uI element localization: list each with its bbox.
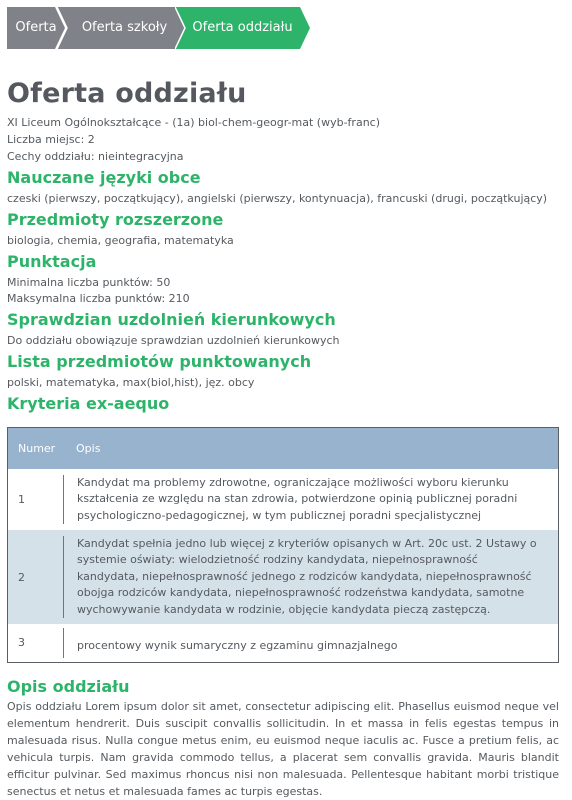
row-description (63, 469, 559, 530)
row-number: 1 (18, 493, 25, 506)
criteria-table (7, 427, 559, 663)
table-row (8, 530, 559, 624)
scored-subjects-heading: Lista przedmiotów punktowanych (7, 352, 312, 371)
row-description (63, 624, 559, 662)
row-description-text: Kandydat ma problemy zdrowotne, ograniczające możliwości wyboru kierunku kształcenia ze względu na stan zdrowia, potwierdzone opinią publicznej poradni psychologiczno-pedagogicznej, w tym publicznej poradni specjalistycznej (63, 475, 538, 525)
column-header-description: Opis (63, 428, 559, 470)
table-row (8, 469, 559, 530)
breadcrumb-label: Oferta oddziału (192, 20, 293, 35)
breadcrumb-item-oferta-oddzialu[interactable] (175, 7, 310, 49)
breadcrumb-label: Oferta szkoły (81, 20, 168, 35)
extended-subjects-text: biologia, chemia, geografia, matematyka (7, 234, 234, 247)
breadcrumb-label: Oferta (15, 20, 57, 35)
points-heading: Punktacja (7, 252, 97, 271)
row-description (63, 530, 559, 624)
breadcrumb (7, 7, 310, 49)
languages-text: czeski (pierwszy, początkujący), angielski (pierwszy, kontynuacja), francuski (drugi, początkujący) (7, 192, 548, 205)
row-number: 3 (18, 636, 25, 650)
row-description-text: procentowy wynik sumaryczny z egzaminu gimnazjalnego (63, 628, 538, 659)
seats-count: Liczba miejsc: 2 (7, 133, 95, 146)
row-description-text: Kandydat spełnia jedno lub więcej z kryteriów opisanych w Art. 20c ust. 2 Ustawy o systemie oświaty: wielodzietność rodziny kandydata, niepełnosprawność kandydata, niepełnosprawność jednego z rodziców kandydata, niepełnosprawność obojga rodziców kandydata, niepełnosprawność rodzeństwa kandydata, samotne wychowywanie kandydata w rodzinie, objęcie kandydata pieczą zastępczą. (63, 536, 538, 619)
aptitude-test-heading: Sprawdzian uzdolnień kierunkowych (7, 310, 336, 329)
scored-subjects-text: polski, matematyka, max(biol,hist), jęz. obcy (7, 376, 255, 389)
school-name: XI Liceum Ogólnokształcące - (1a) biol-chem-geogr-mat (wyb-franc) (7, 116, 381, 129)
table-header-row (8, 428, 559, 470)
class-features: Cechy oddziału: nieintegracyjna (7, 150, 184, 163)
aptitude-test-text: Do oddziału obowiązuje sprawdzian uzdolnień kierunkowych (7, 334, 340, 347)
points-min: Minimalna liczba punktów: 50 (7, 276, 171, 289)
exaequo-heading: Kryteria ex-aequo (7, 394, 170, 413)
breadcrumb-item-oferta-szkoly[interactable] (57, 7, 192, 49)
points-max: Maksymalna liczba punktów: 210 (7, 292, 190, 305)
description-text: Opis oddziału Lorem ipsum dolor sit amet, consectetur adipiscing elit. Phasellus euismod neque vel elementum hendrerit. Duis suscipit convallis sollicitudin. In et massa in felis egestas tempus in malesuada risus. Nulla congue metus enim, eu euismod neque iaculis ac. Fusce a pretium felis, ac vehicula turpis. Nam gravida commodo tellus, a placerat sem convallis gravida. Mauris blandit efficitur pulvinar. Sed maximus rhoncus nisi non malesuada. Pellentesque habitant morbi tristique senectus et netus et malesuada fames ac turpis egestas. (7, 700, 559, 798)
column-header-number: Numer (8, 428, 64, 470)
description-heading: Opis oddziału (7, 677, 130, 696)
row-number: 2 (8, 530, 64, 624)
extended-subjects-heading: Przedmioty rozszerzone (7, 210, 224, 229)
table-row (8, 624, 559, 662)
page-title: Oferta oddziału (7, 78, 247, 109)
languages-heading: Nauczane języki obce (7, 168, 201, 187)
